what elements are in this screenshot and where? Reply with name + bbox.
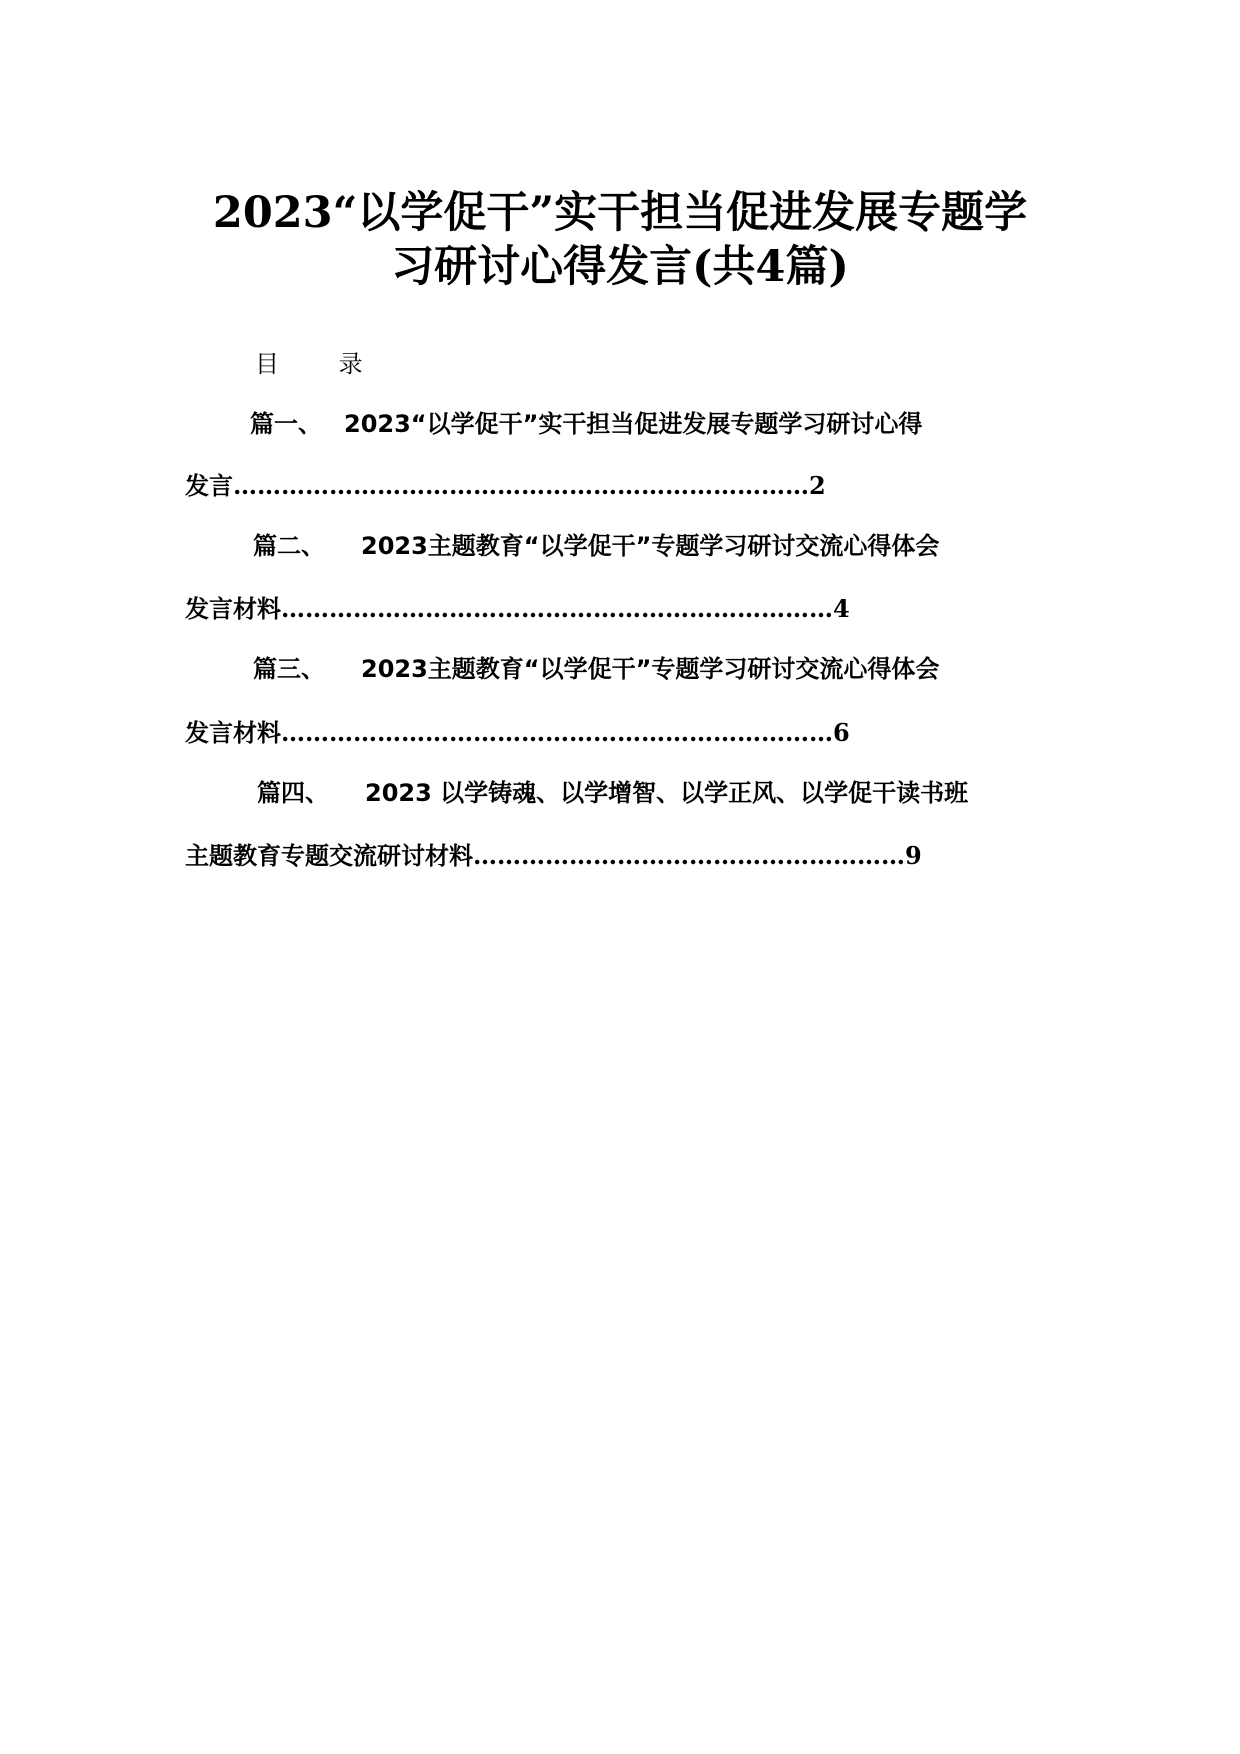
toc-entry-number: 篇四、 [257, 779, 329, 807]
title-line-2: 习研讨心得发言(共4篇) [391, 242, 849, 292]
toc-entry-number: 篇二、 [253, 532, 325, 560]
toc-entry-1-line-1[interactable] [185, 408, 1045, 440]
toc-entry-number: 篇一、 [250, 410, 322, 438]
toc-entry-title: 2023主题教育“以学促干”专题学习研讨交流心得体会 [361, 532, 940, 560]
toc-entry-2-line-1[interactable] [185, 530, 1045, 562]
toc-entry-3-line-1[interactable] [185, 653, 1045, 685]
toc-entry-4-line-1[interactable] [185, 777, 1045, 809]
toc-entry-1-line-2[interactable] [185, 470, 1045, 502]
toc-entry-2-line-2[interactable] [185, 593, 1045, 625]
title-line-1: 2023“以学促干”实干担当促进发展专题学 [212, 188, 1028, 238]
toc-leader-dots: …………………………………………………………… [281, 594, 833, 623]
toc-leader-dots: ……………………………………………………………… [233, 471, 809, 500]
toc-entry-title-cont: 发言 [185, 472, 233, 500]
toc-entry-title: 2023 以学铸魂、以学增智、以学正风、以学促干读书班 [365, 779, 969, 807]
toc-page-number: 6 [833, 718, 850, 747]
toc-entry-title-cont: 发言材料 [185, 719, 281, 747]
toc-entry-title: 2023“以学促干”实干担当促进发展专题学习研讨心得 [344, 410, 923, 438]
toc-entry-3-line-2[interactable] [185, 717, 1045, 749]
toc-leader-dots: ……………………………………………… [473, 841, 905, 870]
toc-page-number: 9 [905, 841, 922, 870]
toc-entry-4-line-2[interactable] [185, 840, 1045, 872]
toc-page-number: 2 [809, 471, 826, 500]
toc-entry-title-cont: 发言材料 [185, 595, 281, 623]
toc-page-number: 4 [833, 594, 850, 623]
toc-leader-dots: …………………………………………………………… [281, 718, 833, 747]
toc-entry-number: 篇三、 [253, 655, 325, 683]
toc-entry-title-cont: 主题教育专题交流研讨材料 [185, 842, 473, 870]
toc-entry-title: 2023主题教育“以学促干”专题学习研讨交流心得体会 [361, 655, 940, 683]
toc-heading: 目 录 [255, 350, 389, 378]
document-title [150, 186, 1090, 294]
